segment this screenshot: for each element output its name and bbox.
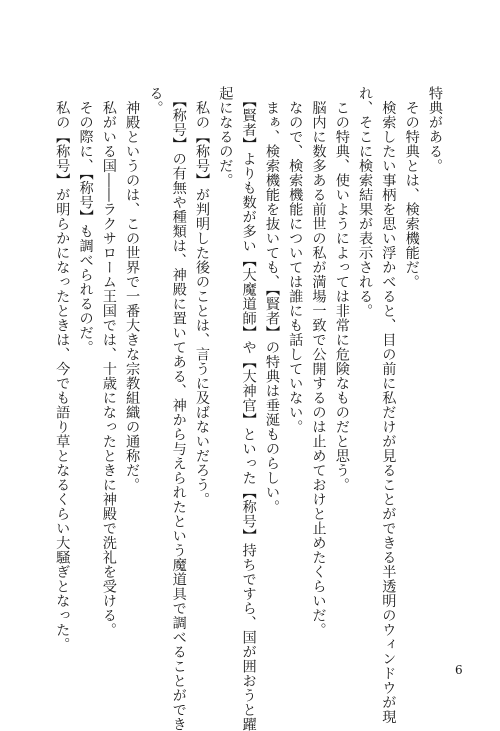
text-line: 【称号】の有無や種類は、神殿に置いてある、神から与えられたという魔道具で調べることができ — [170, 86, 187, 731]
text-line: 私の【称号】が判明した後のことは、言うに及ばないだろう。 — [194, 86, 211, 507]
text-line: 私の【称号】が明らかになったときは、今でも語り草となるくらい大騒ぎとなった。 — [54, 86, 71, 652]
text-line: れ、そこに検索結果が表示される。 — [357, 86, 374, 318]
text-line: この特典、使いようによっては非常に危険なものだと思う。 — [333, 86, 350, 492]
text-line: 私がいる国――ラクサローム王国では、十歳になったときに神殿で洗礼を受ける。 — [100, 86, 117, 637]
page-number: 6 — [455, 663, 463, 677]
text-line: 特典がある。 — [427, 86, 443, 173]
text-line: その特典とは、検索機能だ。 — [403, 86, 420, 289]
text-line: 検索したい事柄を思い浮かべると、目の前に私だけが見ることができる半透明のウィンドウが現 — [380, 86, 397, 724]
text-line: 脳内に数多ある前世の私が満場一致で公開するのは止めておけと止めたくらいだ。 — [310, 86, 327, 637]
body-text — [54, 86, 446, 731]
text-line: 起になるのだ。 — [217, 86, 234, 188]
text-line: 【賢者】よりも数が多い【大魔道師】や【大神官】といった【称号】持ちですら、国が囲おうと躍 — [240, 86, 257, 731]
text-line: 神殿というのは、この世界で一番大きな宗教組織の通称だ。 — [124, 86, 141, 492]
text-line: なので、検索機能については誰にも話していない。 — [287, 86, 304, 434]
text-line: まぁ、検索機能を抜いても、【賢者】の特典は垂涎ものらしい。 — [263, 86, 280, 514]
text-line: その際に、【称号】も調べられるのだ。 — [77, 86, 94, 355]
text-line: る。 — [147, 86, 164, 115]
